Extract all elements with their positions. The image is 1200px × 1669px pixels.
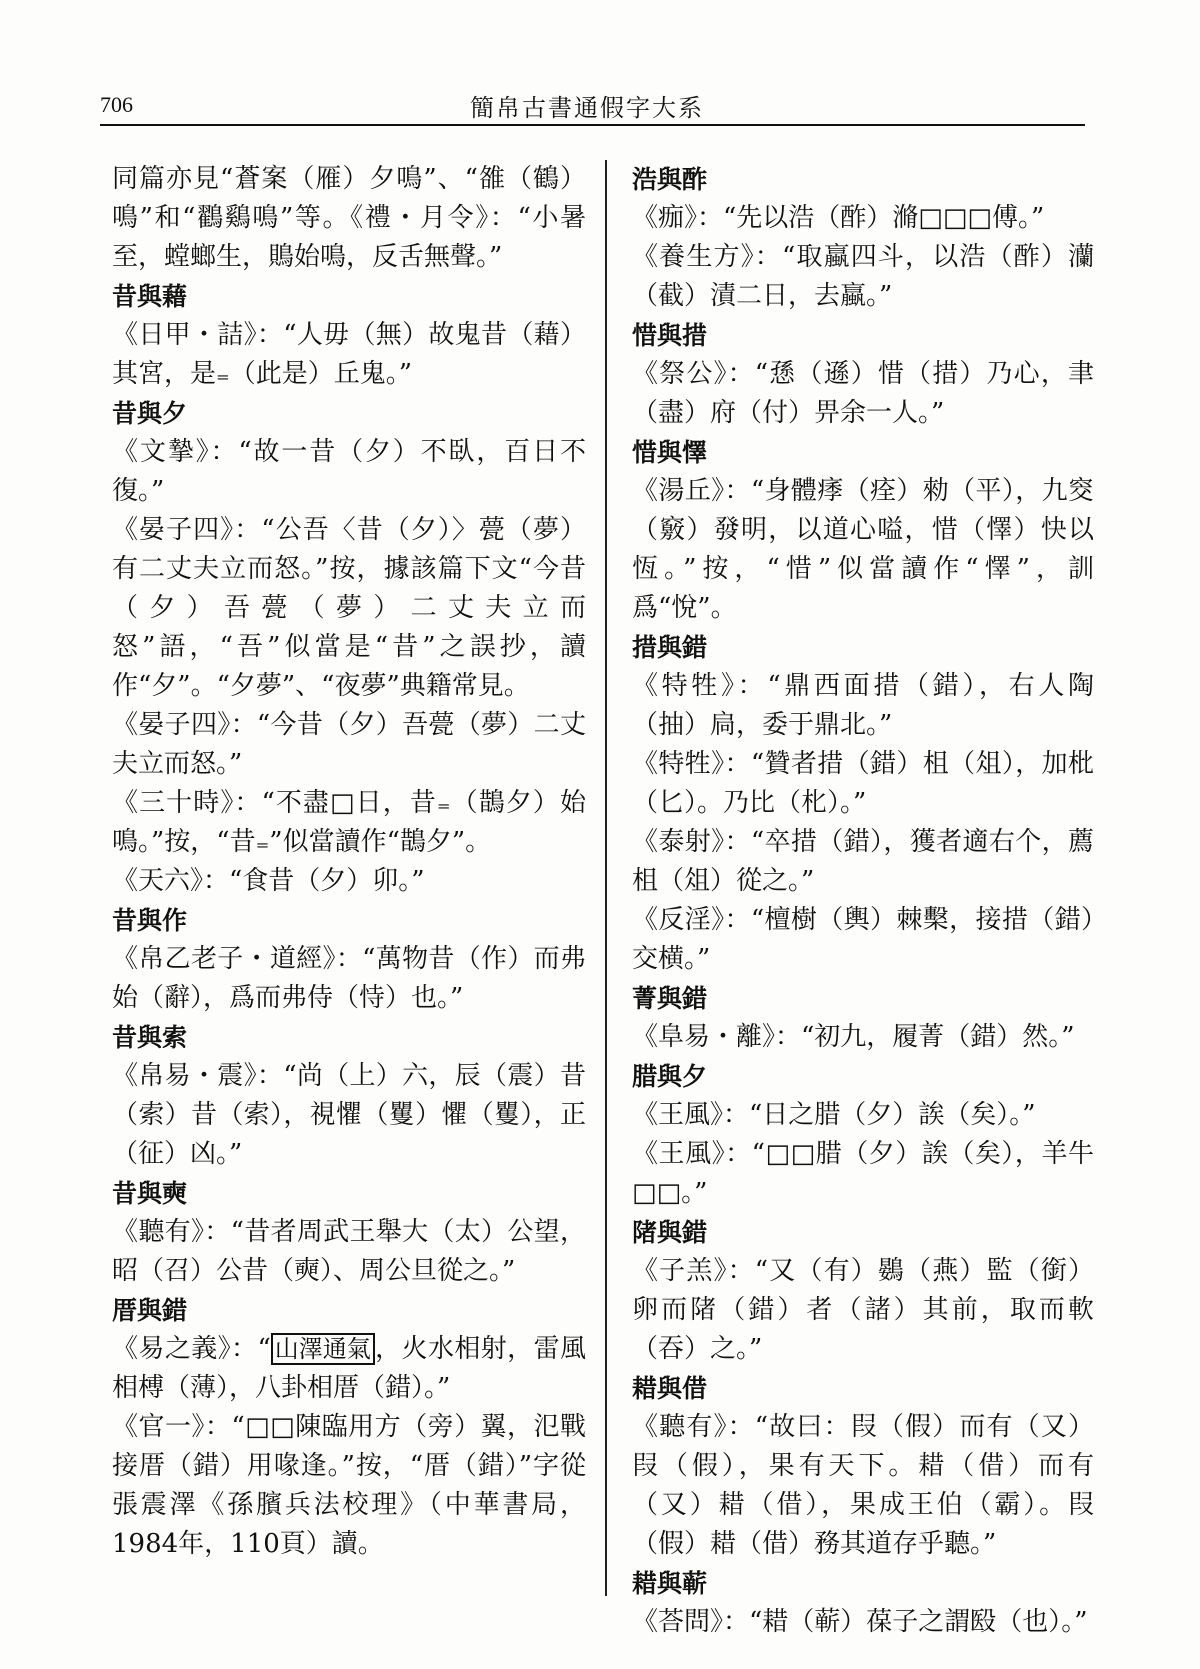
citation-paragraph: 《特牲》：“鼎西面措（錯），右人陶（抽）扃，委于鼎北。” <box>632 671 1094 740</box>
citation-paragraph: 《晏子四》：“公吾〈昔（夕）〉甍（夢）有二丈夫立而怒。”按，據該篇下文“今昔（夕）吾甍（夢）二丈夫立而怒”語，“吾”似當是“昔”之誤抄，讀作“夕”。“夕夢”、“夜夢”典籍常見。 <box>112 515 586 701</box>
entry-heading: 浩與酢 <box>632 165 708 194</box>
running-title: 簡帛古書通假字大系 <box>470 94 704 122</box>
entry-heading: 惜與懌 <box>632 438 708 467</box>
citation-paragraph: 《官一》：“□□陳臨用方（旁）翼，氾戰接厝（錯）用喙逢。”按，“厝（錯）”字從張震澤《孫臏兵法校理》（中華書局，1984年，110頁）讀。 <box>112 1412 586 1559</box>
citation-paragraph: 《反淫》：“檀樹（輿）棘檕，接措（錯）交横。” <box>632 905 1094 974</box>
citation-paragraph: 《泰射》：“卒措（錯），獲者適右个，薦柤（俎）從之。” <box>632 827 1094 896</box>
citation-paragraph: 《阜易・離》：“初九，履菁（錯）然。” <box>632 1022 1075 1052</box>
entry-heading: 腊與夕 <box>632 1062 708 1091</box>
paragraph-fragment: 《易之義》：“ <box>112 1334 271 1364</box>
citation-paragraph: 《天六》：“食昔（夕）卯。” <box>112 866 425 896</box>
boxed-text: 山澤通氣 <box>271 1333 375 1365</box>
entry-heading: 昔與索 <box>112 1023 188 1052</box>
citation-paragraph: 《帛乙老子・道經》：“萬物昔（作）而弗始（辭），爲而弗侍（恃）也。” <box>112 944 586 1013</box>
entry-heading: 昔與夕 <box>112 399 188 428</box>
citation-paragraph: 《聽有》：“昔者周武王舉大（太）公望，昭（召）公昔（奭）、周公旦從之。” <box>112 1217 586 1286</box>
right-column <box>632 160 1094 1642</box>
entry-heading: 耤與蕲 <box>632 1569 708 1598</box>
entry-heading: 陼與錯 <box>632 1218 708 1247</box>
citation-paragraph: 《子羔》：“又（有）鷃（燕）監（銜）卵而陼（錯）者（諸）其前，取而軟（吞）之。” <box>632 1256 1094 1364</box>
citation-paragraph: 同篇亦見“蒼案（雁）夕鳴”、“雒（鶴）鳴”和“鸐鷄鳴”等。《禮・月令》：“小暑至，螳螂生，鵙始鳴，反舌無聲。” <box>112 164 586 272</box>
paragraph-fragment: ，火水相射，雷風相榑（薄），八卦相厝（錯）。” <box>112 1334 586 1403</box>
page-header <box>100 88 1085 122</box>
citation-paragraph: 《王風》：“□□腊（夕）誒（矣），羊牛□□。” <box>632 1139 1094 1208</box>
citation-paragraph: 《帛易・震》：“尚（上）六，辰（震）昔（索）昔（索），視懼（矍）懼（矍），正（征）凶。” <box>112 1061 586 1169</box>
header-rule <box>100 124 1085 126</box>
citation-paragraph: 《特牲》：“贊者措（錯）柤（俎），加枇（匕）。乃比（朼）。” <box>632 749 1094 818</box>
citation-paragraph: 《荅問》：“耤（蕲）葆子之謂殹（也）。” <box>632 1607 1088 1637</box>
citation-paragraph: 《三十時》：“不盡□日，昔₌（鵲夕）始鳴。”按，“昔₌”似當讀作“鵲夕”。 <box>112 788 586 857</box>
entry-heading: 菁與錯 <box>632 984 708 1013</box>
citation-paragraph: 《湯丘》：“身體痵（痊）勑（平），九窔（竅）發明，以道心嗌，惜（懌）快以恆。”按，“惜”似當讀作“懌”，訓爲“悅”。 <box>632 476 1094 623</box>
citation-paragraph: 《王風》：“日之腊（夕）誒（矣）。” <box>632 1100 1036 1130</box>
citation-paragraph: 《痂》：“先以浩（酢）滫□□□傅。” <box>632 203 1045 233</box>
citation-paragraph <box>112 1330 586 1408</box>
page-number: 706 <box>100 92 133 117</box>
entry-heading: 昔與作 <box>112 906 188 935</box>
citation-paragraph: 《聽有》：“故曰：叚（假）而有（又）叚（假），果有天下。耤（借）而有（又）耤（借），果成王伯（霸）。叚（假）耤（借）務其道存乎聽。” <box>632 1412 1094 1559</box>
entry-heading: 耤與借 <box>632 1374 708 1403</box>
entry-heading: 措與錯 <box>632 633 708 662</box>
citation-paragraph: 《晏子四》：“今昔（夕）吾甍（夢）二丈夫立而怒。” <box>112 710 586 779</box>
citation-paragraph: 《養生方》：“取蠃四斗，以浩（酢）灡（截）漬二日，去蠃。” <box>632 242 1094 311</box>
citation-paragraph: 《祭公》：“愻（遜）惜（措）乃心，聿（盡）府（付）畀余一人。” <box>632 359 1094 428</box>
citation-paragraph: 《文摯》：“故一昔（夕）不臥，百日不復。” <box>112 437 586 506</box>
entry-heading: 昔與奭 <box>112 1179 188 1208</box>
entry-heading: 惜與措 <box>632 321 708 350</box>
left-column <box>112 160 586 1564</box>
citation-paragraph: 《日甲・詰》：“人毋（無）故鬼昔（藉）其宮，是₌（此是）丘鬼。” <box>112 320 586 389</box>
entry-heading: 厝與錯 <box>112 1296 188 1325</box>
entry-heading: 昔與藉 <box>112 282 188 311</box>
column-divider <box>605 160 607 1596</box>
